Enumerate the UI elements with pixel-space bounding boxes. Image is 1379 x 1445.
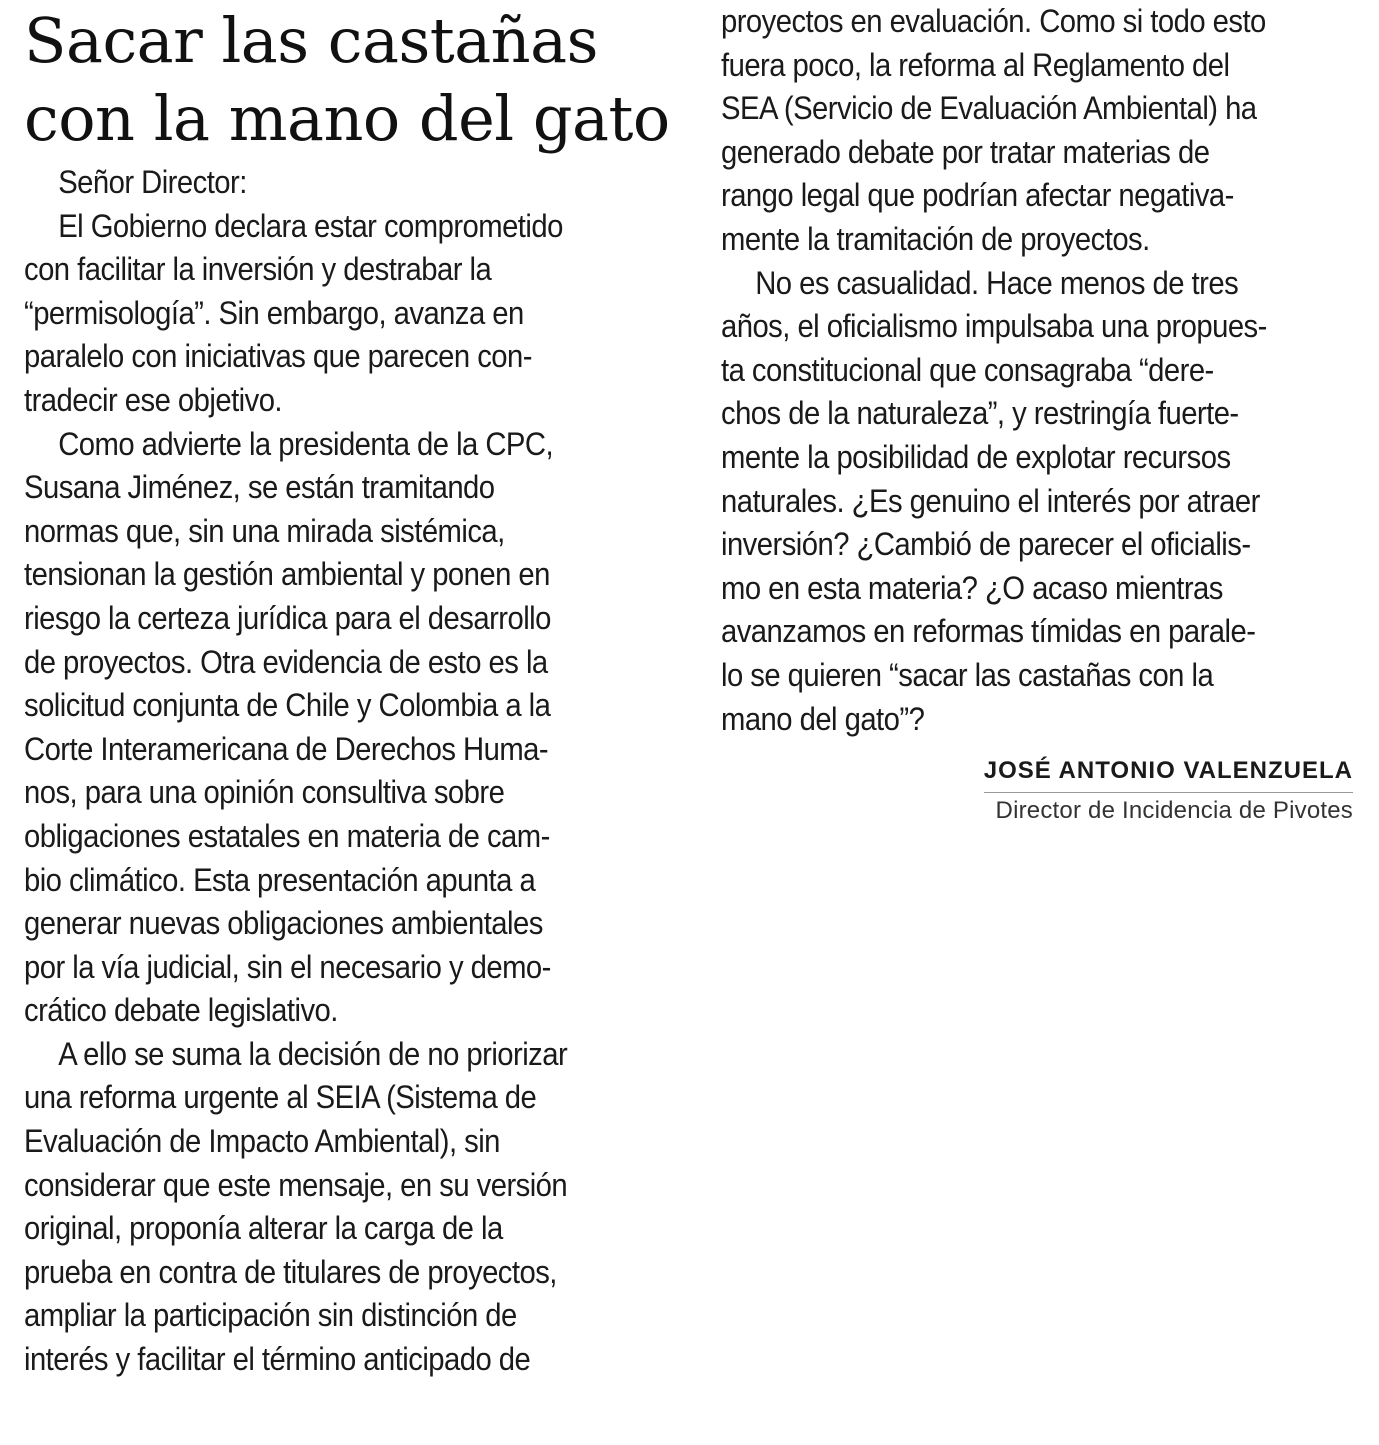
text-line: “permisología”. Sin embargo, avanza en (24, 294, 524, 331)
text-line: Corte Interamericana de Derechos Huma- (24, 730, 549, 767)
text-line: tensionan la gestión ambiental y ponen en (24, 556, 550, 593)
text-line: bio climático. Esta presentación apunta a (24, 861, 536, 898)
text-line: Como advierte la presidenta de la CPC, (58, 425, 554, 462)
text-line: mente la posibilidad de explotar recursos (721, 438, 1231, 475)
text-line: crático debate legislativo. (24, 992, 338, 1029)
text-line: original, proponía alterar la carga de la (24, 1210, 503, 1247)
left-column-body (24, 161, 663, 1382)
text-line: A ello se suma la decisión de no priorizar (58, 1035, 568, 1072)
text-line: riesgo la certeza jurídica para el desarrollo (24, 599, 551, 636)
signature (984, 752, 1353, 829)
author-role: Director de Incidencia de Pivotes (995, 797, 1353, 824)
text-line: obligaciones estatales en materia de cam- (24, 817, 550, 854)
text-line: rango legal que podrían afectar negativa- (721, 177, 1234, 214)
text-line: lo se quieren “sacar las castañas con la (721, 656, 1214, 693)
text-line: mo en esta materia? ¿O acaso mientras (721, 569, 1223, 606)
text-line: generado debate por tratar materias de (721, 133, 1210, 170)
text-line: con facilitar la inversión y destrabar la (24, 251, 492, 288)
text-line: El Gobierno declara estar comprometido (58, 207, 563, 244)
text-line: nos, para una opinión consultiva sobre (24, 774, 505, 811)
text-line: tradecir ese objetivo. (24, 381, 283, 418)
text-line: paralelo con iniciativas que parecen con- (24, 338, 532, 375)
text-line: mano del gato”? (721, 700, 925, 737)
text-line: interés y facilitar el término anticipado de (24, 1341, 531, 1378)
text-line: SEA (Servicio de Evaluación Ambiental) ha (721, 90, 1257, 127)
text-line: prueba en contra de titulares de proyectos, (24, 1253, 557, 1290)
text-line: No es casualidad. Hace menos de tres (755, 264, 1239, 301)
text-line: solicitud conjunta de Chile y Colombia a la (24, 687, 551, 724)
text-line: años, el oficialismo impulsaba una propues- (721, 308, 1267, 345)
text-line: normas que, sin una mirada sistémica, (24, 512, 505, 549)
text-line: mente la tramitación de proyectos. (721, 220, 1150, 257)
text-line: ta constitucional que consagraba “dere- (721, 351, 1214, 388)
right-column (721, 0, 1353, 824)
text-line: Evaluación de Impacto Ambiental), sin (24, 1123, 500, 1160)
text-line: inversión? ¿Cambió de parecer el oficialis- (721, 526, 1251, 563)
text-line: una reforma urgente al SEIA (Sistema de (24, 1079, 537, 1116)
text-line: naturales. ¿Es genuino el interés por atraer (721, 482, 1260, 519)
left-column (24, 0, 670, 1382)
author-name: JOSÉ ANTONIO VALENZUELA (984, 752, 1353, 793)
text-line: por la vía judicial, sin el necesario y demo- (24, 948, 551, 985)
text-line: avanzamos en reformas tímidas en parale- (721, 613, 1256, 650)
headline-line: con la mano del gato (24, 82, 670, 155)
text-line: generar nuevas obligaciones ambientales (24, 905, 543, 942)
text-line: ampliar la participación sin distinción de (24, 1297, 517, 1334)
text-line: Susana Jiménez, se están tramitando (24, 469, 495, 506)
headline (24, 2, 670, 158)
text-line: fuera poco, la reforma al Reglamento del (721, 46, 1230, 83)
text-line: chos de la naturaleza”, y restringía fuerte- (721, 395, 1239, 432)
text-line: Señor Director: (58, 164, 247, 200)
text-line: considerar que este mensaje, en su versión (24, 1166, 568, 1203)
right-column-body (721, 0, 1353, 741)
text-line: de proyectos. Otra evidencia de esto es la (24, 643, 548, 680)
text-line: proyectos en evaluación. Como si todo esto (721, 3, 1266, 39)
headline-line: Sacar las castañas (24, 4, 598, 77)
